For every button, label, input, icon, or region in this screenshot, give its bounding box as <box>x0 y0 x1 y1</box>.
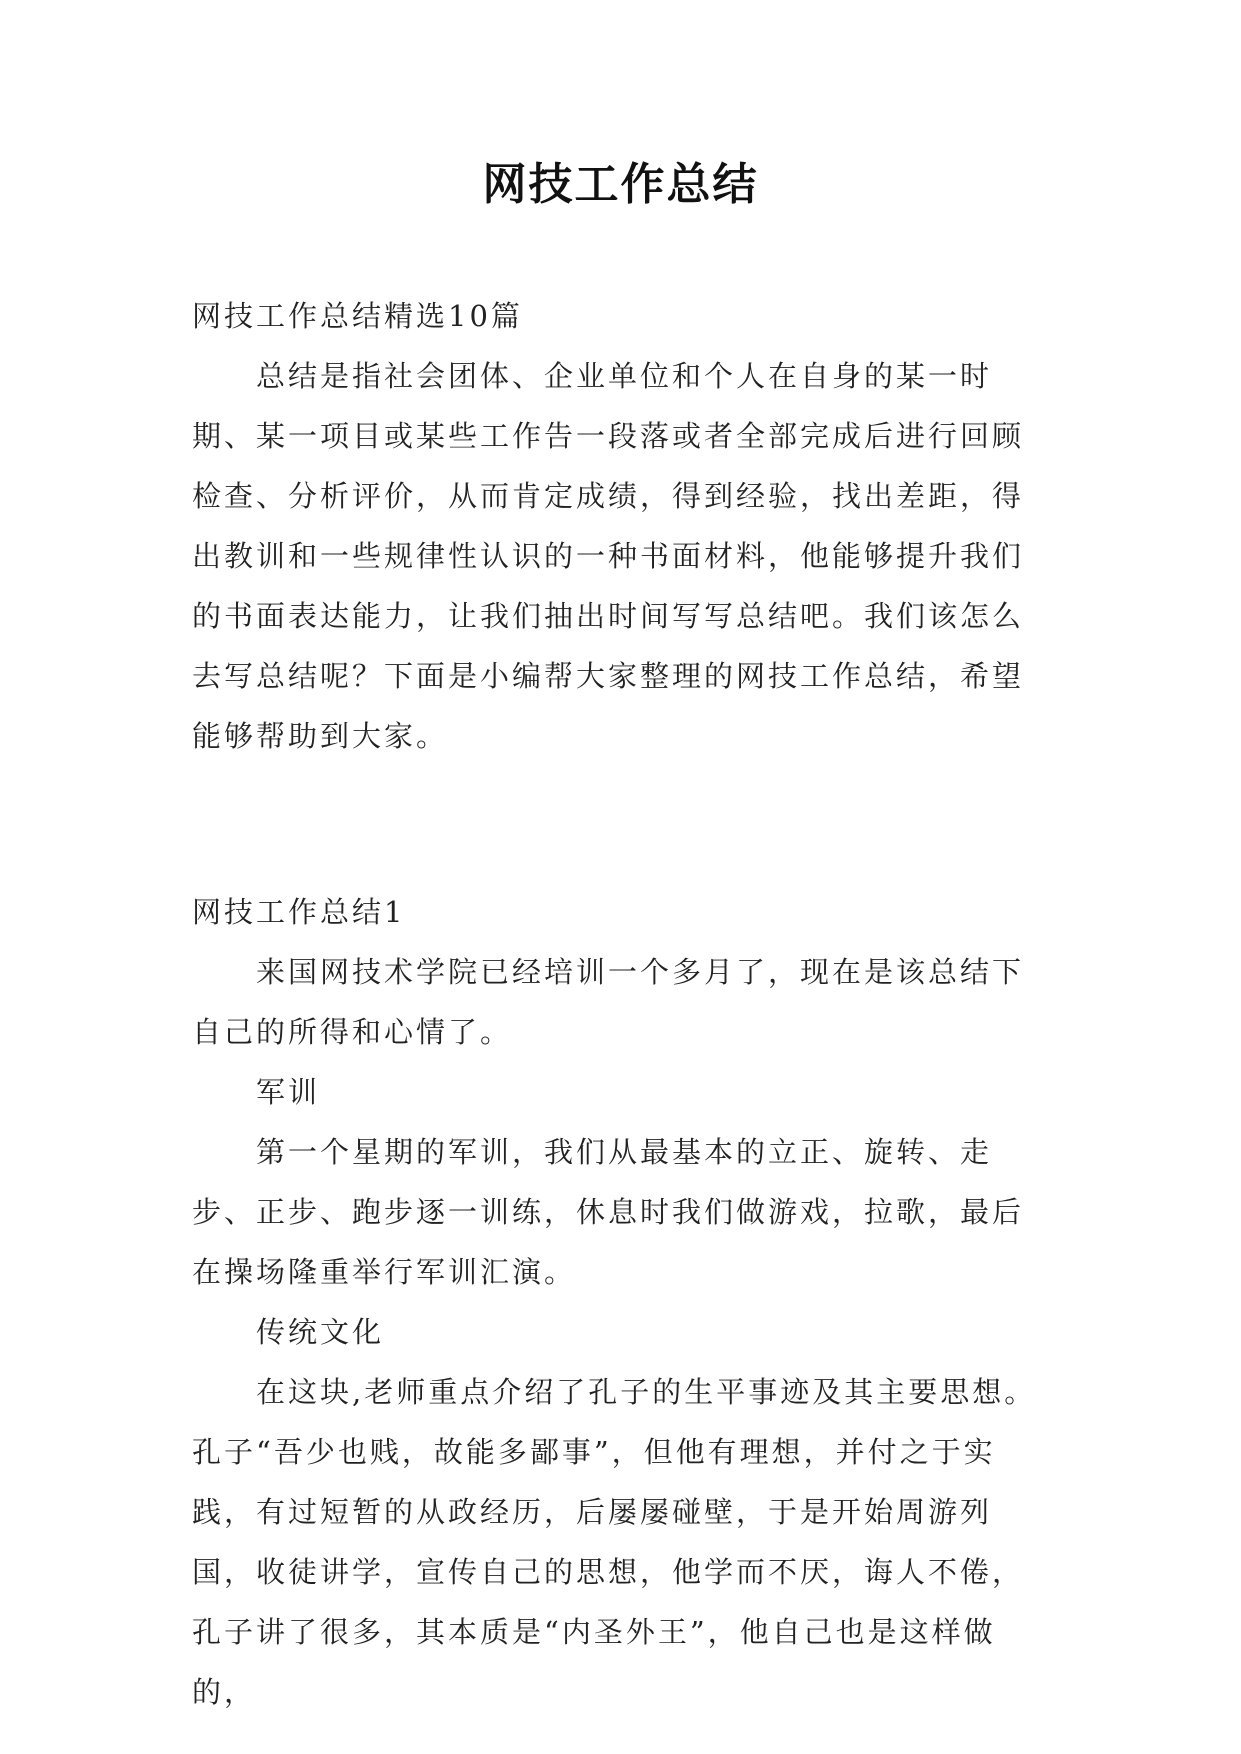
section-heading: 网技工作总结1 <box>192 895 406 929</box>
section-paragraph: 来国网技术学院已经培训一个多月了，现在是该总结下自己的所得和心情了。 <box>192 955 1025 1049</box>
document-body <box>192 286 1054 1722</box>
document-subtitle: 网技工作总结精选10篇 <box>192 299 523 333</box>
intro-paragraph: 总结是指社会团体、企业单位和个人在自身的某一时期、某一项目或某些工作告一段落或者全部完成后进行回顾检查、分析评价，从而肯定成绩，得到经验，找出差距，得出教训和一些规律性认识的一种书面材料，他能够提升我们的书面表达能力，让我们抽出时间写写总结吧。我们该怎么去写总结呢？下面是小编帮大家整理的网技工作总结，希望能够帮助到大家。 <box>192 359 1025 753</box>
section-paragraph: 第一个星期的军训，我们从最基本的立正、旋转、走步、正步、跑步逐一训练，休息时我们做游戏，拉歌，最后在操场隆重举行军训汇演。 <box>192 1135 1025 1289</box>
subheading-traditional-culture: 传统文化 <box>256 1315 385 1349</box>
document-title: 网技工作总结 <box>482 159 759 210</box>
subheading-military-training: 军训 <box>256 1075 321 1109</box>
section-paragraph: 在这块,老师重点介绍了孔子的生平事迹及其主要思想。孔子“吾少也贱，故能多鄙事”，但他有理想，并付之于实践，有过短暂的从政经历，后屡屡碰壁，于是开始周游列国，收徒讲学，宣传自己的思想，他学而不厌，诲人不倦，孔子讲了很多，其本质是“内圣外王”，他自己也是这样做的， <box>192 1375 1037 1709</box>
section-spacer <box>192 766 1054 882</box>
